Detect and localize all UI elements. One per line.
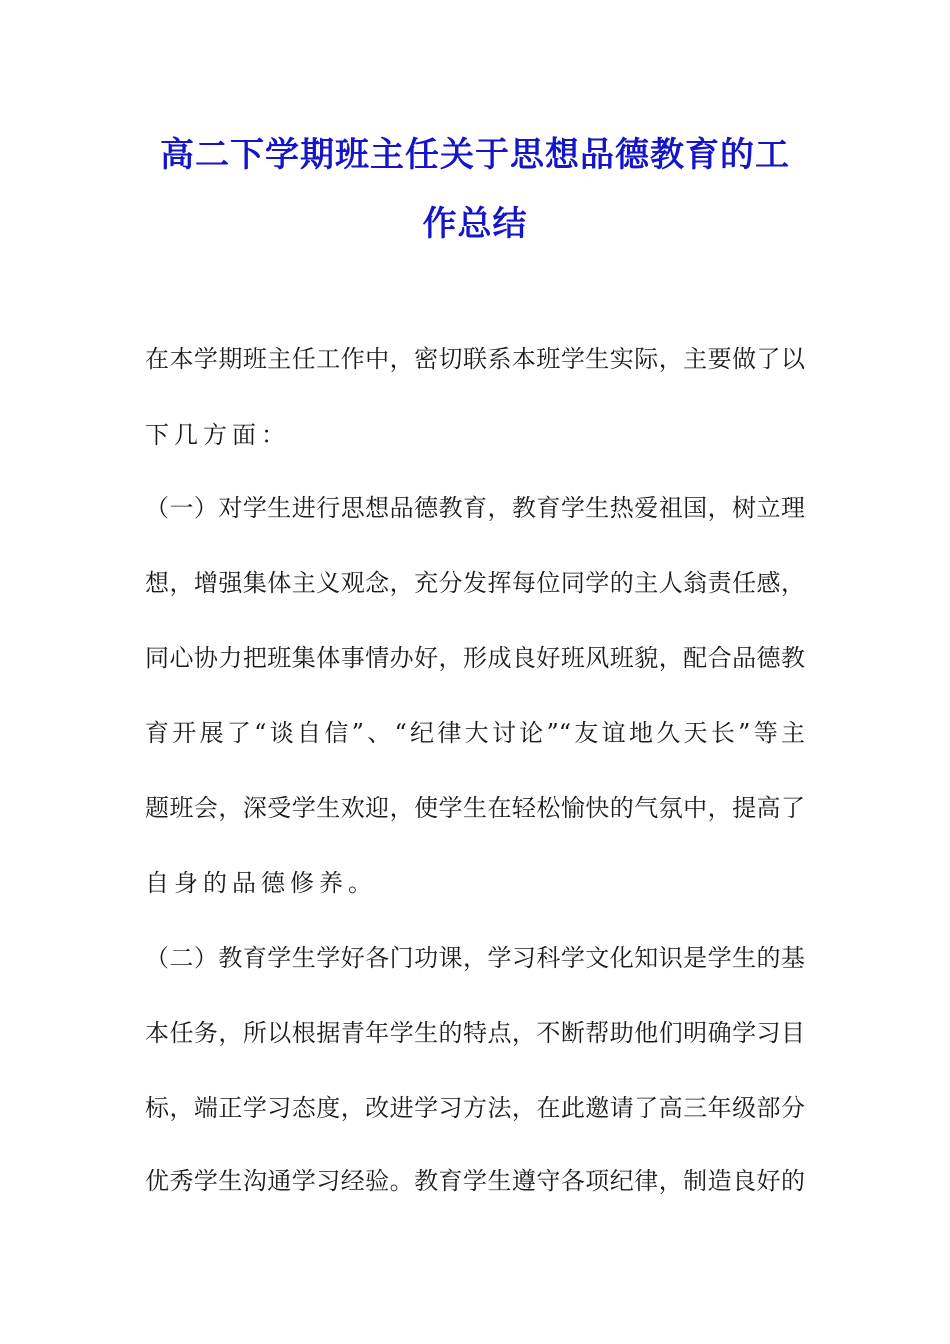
- paragraph-line: 想，增强集体主义观念，充分发挥每位同学的主人翁责任感，: [145, 569, 805, 597]
- paragraph-line: 标，端正学习态度，改进学习方法，在此邀请了高三年级部分: [145, 1094, 805, 1122]
- paragraph-line: 优秀学生沟通学习经验。教育学生遵守各项纪律，制造良好的: [145, 1167, 805, 1195]
- paragraph-line: 在本学期班主任工作中，密切联系本班学生实际，主要做了以: [145, 345, 805, 373]
- paragraph-line: （二）教育学生学好各门功课，学习科学文化知识是学生的基: [145, 944, 805, 972]
- paragraph-line: 下几方面：: [145, 421, 290, 449]
- document-title-line-2: 作总结: [422, 204, 528, 244]
- paragraph-line: 自身的品德修养。: [145, 869, 377, 897]
- paragraph-line: 育开展了“谈自信”、“纪律大讨论”“友谊地久天长”等主: [145, 719, 805, 747]
- paragraph-line: 题班会，深受学生欢迎，使学生在轻松愉快的气氛中，提高了: [145, 794, 805, 822]
- paragraph-line: （一）对学生进行思想品德教育，教育学生热爱祖国，树立理: [145, 494, 805, 522]
- document-title-line-1: 高二下学期班主任关于思想品德教育的工: [160, 135, 790, 175]
- paragraph-line: 本任务，所以根据青年学生的特点，不断帮助他们明确学习目: [145, 1019, 805, 1047]
- paragraph-line: 同心协力把班集体事情办好，形成良好班风班貌，配合品德教: [145, 644, 805, 672]
